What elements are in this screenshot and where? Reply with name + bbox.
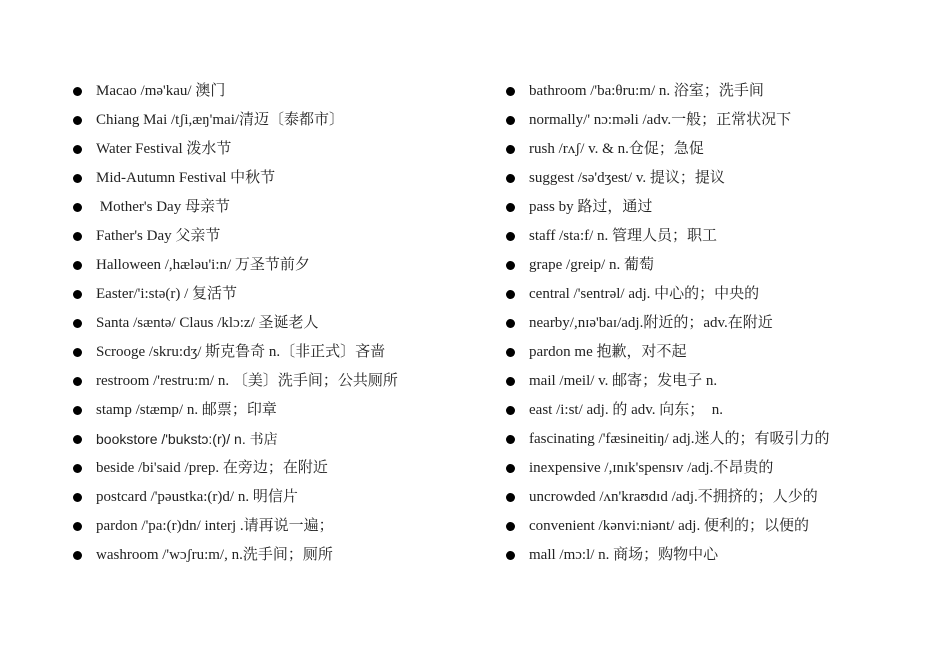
bullet-icon <box>73 116 82 125</box>
list-item <box>70 251 490 280</box>
bullet-icon <box>506 522 515 531</box>
vocab-entry: mail /meil/ v. 邮寄；发电子 n. <box>529 373 718 389</box>
list-item <box>503 280 943 309</box>
vocab-entry: beside /bi'said /prep. 在旁边；在附近 <box>96 460 328 476</box>
vocab-entry: Father's Day 父亲节 <box>96 228 221 244</box>
vocab-entry: pardon me 抱歉，对不起 <box>529 344 687 360</box>
vocab-entry: restroom /'restru:m/ n. 〔美〕洗手间；公共厕所 <box>96 373 398 389</box>
list-item <box>70 309 490 338</box>
bullet-icon <box>506 290 515 299</box>
vocab-entry: bathroom /'ba:θru:m/ n. 浴室；洗手间 <box>529 83 764 99</box>
vocab-entry: Easter/'i:stə(r) / 复活节 <box>96 286 237 302</box>
list-item <box>70 164 490 193</box>
vocab-entry: rush /rʌʃ/ v. & n.仓促；急促 <box>529 141 704 157</box>
bullet-icon <box>73 522 82 531</box>
vocab-entry: Macao /mə'kau/ 澳门 <box>96 83 226 99</box>
list-item <box>503 367 943 396</box>
vocab-entry: Halloween /,hæləu'i:n/ 万圣节前夕 <box>96 257 310 273</box>
bullet-icon <box>73 87 82 96</box>
list-item <box>503 541 943 570</box>
bullet-icon <box>73 232 82 241</box>
bullet-icon <box>506 174 515 183</box>
list-item <box>70 454 490 483</box>
bullet-icon <box>73 319 82 328</box>
vocab-entry: inexpensive /,ɪnɪk'spensɪv /adj.不昂贵的 <box>529 460 774 476</box>
vocab-entry: nearby/,nɪə'baɪ/adj.附近的；adv.在附近 <box>529 315 773 331</box>
vocab-entry: grape /greip/ n. 葡萄 <box>529 257 654 273</box>
vocab-entry: bookstore /'bukstɔ:(r)/ n. 书店 <box>96 431 278 447</box>
vocab-entry: pardon /'pa:(r)dn/ interj .请再说一遍； <box>96 518 334 534</box>
bullet-icon <box>73 551 82 560</box>
vocab-entry: suggest /sə'dʒest/ v. 提议；提议 <box>529 170 725 186</box>
vocab-entry: Chiang Mai /tʃi,æŋ'mai/清迈〔泰都市〕 <box>96 112 345 128</box>
vocab-entry: washroom /'wɔʃru:m/, n.洗手间；厕所 <box>96 547 333 563</box>
list-item <box>70 135 490 164</box>
bullet-icon <box>506 551 515 560</box>
vocab-entry: convenient /kənvi:niənt/ adj. 便利的；以便的 <box>529 518 809 534</box>
list-item <box>503 512 943 541</box>
bullet-icon <box>73 464 82 473</box>
bullet-icon <box>73 493 82 502</box>
list-item <box>503 396 943 425</box>
vocab-entry: staff /sta:f/ n. 管理人员；职工 <box>529 228 718 244</box>
bullet-icon <box>506 493 515 502</box>
vocab-entry: postcard /'pəustka:(r)d/ n. 明信片 <box>96 489 298 505</box>
bullet-icon <box>506 145 515 154</box>
list-item <box>70 193 490 222</box>
bullet-icon <box>506 464 515 473</box>
list-item <box>503 483 943 512</box>
bullet-icon <box>506 435 515 444</box>
vocab-entry: normally/' nɔ:məli /adv.一般；正常状况下 <box>529 112 792 128</box>
bullet-icon <box>73 174 82 183</box>
bullet-icon <box>506 87 515 96</box>
list-item <box>503 309 943 338</box>
bullet-icon <box>73 348 82 357</box>
vocab-entry: stamp /stæmp/ n. 邮票；印章 <box>96 402 277 418</box>
vocab-entry: Mother's Day 母亲节 <box>96 199 230 215</box>
vocab-list-right <box>503 77 943 570</box>
vocab-entry: fascinating /'fæsineitiŋ/ adj.迷人的；有吸引力的 <box>529 431 830 447</box>
list-item <box>503 77 943 106</box>
bullet-icon <box>73 203 82 212</box>
vocab-entry: uncrowded /ʌn'kraʊdɪd /adj.不拥挤的；人少的 <box>529 489 818 505</box>
vocab-entry: pass by 路过，通过 <box>529 199 653 215</box>
list-item <box>70 541 490 570</box>
bullet-icon <box>506 406 515 415</box>
bullet-icon <box>506 116 515 125</box>
bullet-icon <box>73 377 82 386</box>
list-item <box>70 106 490 135</box>
list-item <box>503 193 943 222</box>
list-item <box>70 483 490 512</box>
list-item <box>70 512 490 541</box>
list-item <box>70 367 490 396</box>
vocab-entry: Water Festival 泼水节 <box>96 141 232 157</box>
bullet-icon <box>506 261 515 270</box>
list-item <box>503 106 943 135</box>
vocab-entry: Santa /sæntə/ Claus /klɔ:z/ 圣诞老人 <box>96 315 319 331</box>
list-item <box>503 164 943 193</box>
list-item <box>503 454 943 483</box>
bullet-icon <box>506 203 515 212</box>
vocab-entry: Mid-Autumn Festival 中秋节 <box>96 170 276 186</box>
list-item <box>503 222 943 251</box>
vocab-entry: central /'sentrəl/ adj. 中心的；中央的 <box>529 286 760 302</box>
bullet-icon <box>73 406 82 415</box>
list-item <box>70 396 490 425</box>
vocab-entry: mall /mɔ:l/ n. 商场；购物中心 <box>529 547 719 563</box>
bullet-icon <box>73 261 82 270</box>
bullet-icon <box>506 377 515 386</box>
list-item <box>70 77 490 106</box>
bullet-icon <box>73 145 82 154</box>
list-item <box>503 338 943 367</box>
list-item <box>70 425 490 454</box>
bullet-icon <box>73 290 82 299</box>
list-item <box>503 135 943 164</box>
list-item <box>70 222 490 251</box>
bullet-icon <box>73 435 82 444</box>
list-item <box>503 251 943 280</box>
bullet-icon <box>506 348 515 357</box>
bullet-icon <box>506 319 515 328</box>
vocab-list-left <box>70 77 490 570</box>
list-item <box>503 425 943 454</box>
list-item <box>70 338 490 367</box>
bullet-icon <box>506 232 515 241</box>
vocab-entry: Scrooge /skru:dʒ/ 斯克鲁奇 n.〔非正式〕吝啬 <box>96 344 386 360</box>
vocab-entry: east /i:st/ adj. 的 adv. 向东； n. <box>529 402 724 418</box>
list-item <box>70 280 490 309</box>
